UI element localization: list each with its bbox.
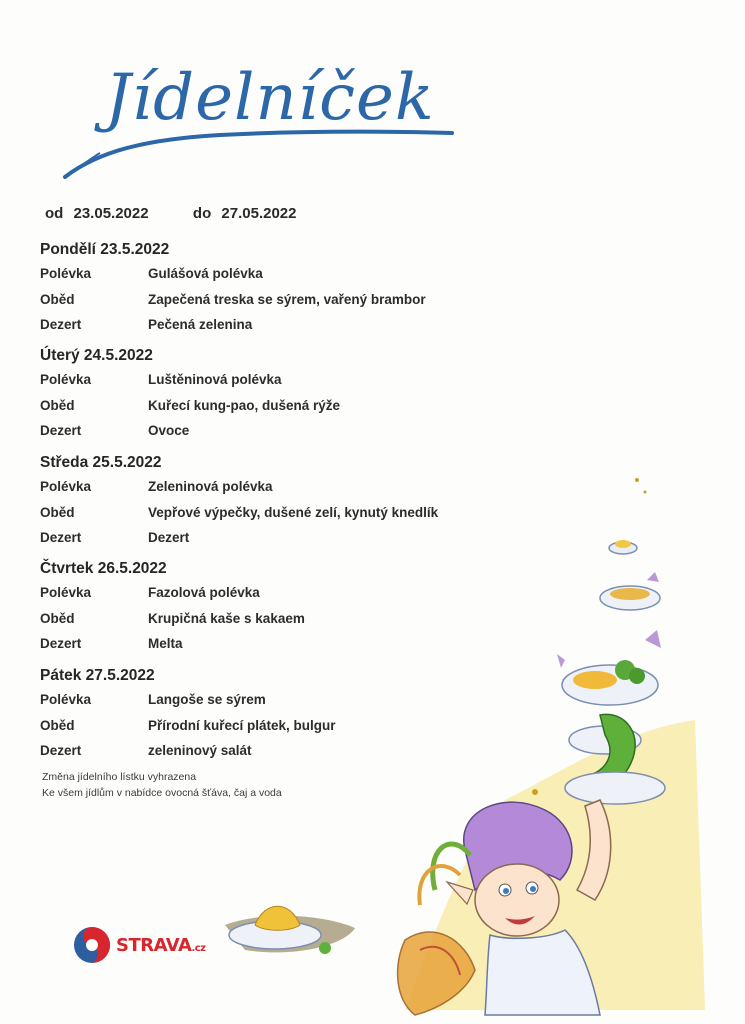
small-dish-icon xyxy=(609,540,637,554)
bowl-icon xyxy=(600,572,660,610)
row-value: Fazolová polévka xyxy=(148,585,260,600)
menu-row-soup xyxy=(40,367,560,393)
row-label: Polévka xyxy=(40,692,92,707)
day-title: Pátek 27.5.2022 xyxy=(40,667,155,684)
row-label: Dezert xyxy=(40,743,82,758)
row-value: Zapečená treska se sýrem, vařený brambor xyxy=(148,291,426,307)
row-label: Polévka xyxy=(40,479,92,494)
row-value: Krupičná kaše s kakaem xyxy=(148,610,305,626)
date-to: 27.05.2022 xyxy=(221,205,297,222)
row-value: Zeleninová polévka xyxy=(148,479,273,494)
date-from-label: od xyxy=(45,205,64,222)
row-label: Dezert xyxy=(40,636,82,651)
menu-row-lunch xyxy=(40,287,560,313)
row-label: Oběd xyxy=(40,610,75,626)
row-label: Oběd xyxy=(40,291,75,307)
menu-row-dessert xyxy=(40,418,560,444)
note-menu-change: Změna jídelního lístku vyhrazena xyxy=(42,771,197,783)
title-block xyxy=(60,55,460,190)
date-to-label: do xyxy=(192,205,212,222)
date-range xyxy=(45,205,303,222)
strava-logo xyxy=(72,923,206,967)
row-value: Dezert xyxy=(148,530,190,545)
row-label: Polévka xyxy=(40,372,92,387)
plate-with-food-icon xyxy=(557,630,661,705)
day-title: Středa 25.5.2022 xyxy=(40,454,162,471)
day-title: Pondělí 23.5.2022 xyxy=(40,241,170,258)
row-label: Oběd xyxy=(40,397,75,413)
day-title: Čtvrtek 26.5.2022 xyxy=(40,560,167,577)
row-value: Kuřecí kung-pao, dušená rýže xyxy=(148,397,341,413)
logo-wordmark: STRAVA.cz xyxy=(116,935,206,956)
row-label: Polévka xyxy=(40,266,92,281)
menu-row-lunch xyxy=(40,393,560,419)
day-tuesday xyxy=(40,345,560,444)
row-label: Dezert xyxy=(40,530,82,545)
row-label: Oběd xyxy=(40,504,75,520)
strava-swirl-icon xyxy=(72,923,112,967)
row-value: Pečená zelenina xyxy=(148,317,253,332)
row-label: Oběd xyxy=(40,717,75,733)
fairy-illustration-icon xyxy=(205,470,735,1020)
row-value: Ovoce xyxy=(148,423,190,438)
row-value: Melta xyxy=(148,636,183,651)
row-value: Gulášová polévka xyxy=(148,266,263,281)
row-value: zeleninový salát xyxy=(148,743,252,758)
menu-row-soup xyxy=(40,261,560,287)
row-label: Dezert xyxy=(40,423,82,438)
row-label: Dezert xyxy=(40,317,82,332)
day-monday xyxy=(40,239,560,338)
row-label: Polévka xyxy=(40,585,92,600)
menu-row-dessert xyxy=(40,312,560,338)
row-value: Luštěninová polévka xyxy=(148,372,282,387)
row-value: Vepřové výpečky, dušené zelí, kynutý knedlík xyxy=(148,504,439,520)
page-title: Jídelníček xyxy=(105,61,435,135)
day-title: Úterý 24.5.2022 xyxy=(40,347,153,364)
date-from: 23.05.2022 xyxy=(73,205,149,222)
note-drinks: Ke všem jídlům v nabídce ovocná šťáva, čaj a voda xyxy=(42,787,282,799)
row-value: Langoše se sýrem xyxy=(148,692,266,707)
row-value: Přírodní kuřecí plátek, bulgur xyxy=(148,717,336,733)
dish-with-food-icon xyxy=(225,906,355,954)
